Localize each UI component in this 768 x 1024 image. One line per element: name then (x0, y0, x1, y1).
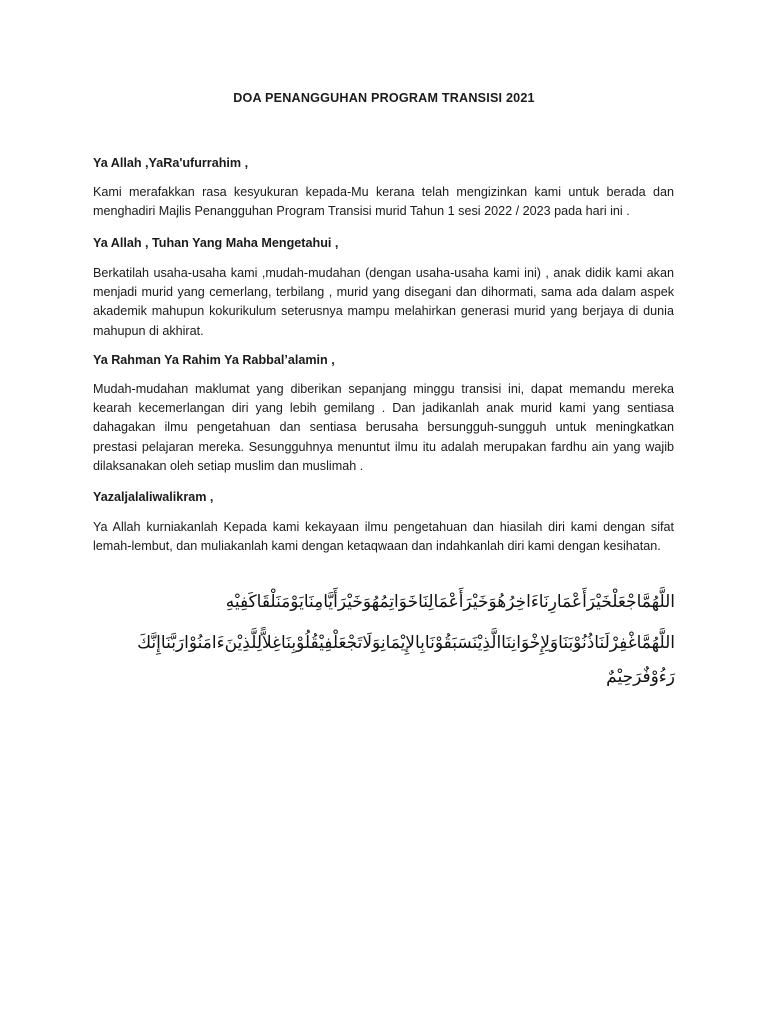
paragraph-mudah-mudahan: Mudah-mudahan maklumat yang diberikan sepanjang minggu transisi ini, dapat memandu mereka kearah kecemerlangan diri yang lebih gemilang . Dan jadikanlah anak murid kami yang sentiasa dahagakan ilmu pengetahuan dan sentiasa berusaha bersungguh-sungguh untuk meningkatkan prestasi pelajaran mereka. Sesungguhnya menuntut ilmu itu adalah merupakan fardhu ain yang wajib dilaksanakan oleh setiap muslim dan muslimah . (93, 382, 674, 473)
heading-ya-allah-yarauf: Ya Allah ,YaRa'ufurrahim , (93, 156, 249, 170)
document-title: DOA PENANGGUHAN PROGRAM TRANSISI 2021 (233, 91, 535, 105)
paragraph-berkatilah: Berkatilah usaha-usaha kami ,mudah-mudahan (dengan usaha-usaha kami ini) , anak didik kami akan menjadi murid yang cemerlang, terbilang , murid yang disegani dan dihormati, sama ada dalam aspek akademik mahupun kokurikulum seterusnya mampu melahirkan generasi murid yang berjaya di dunia mahupun di akhirat. (93, 266, 674, 338)
paragraph-kesyukuran: Kami merafakkan rasa kesyukuran kepada-Mu kerana telah mengizinkan kami untuk berada dan menghadiri Majlis Penangguhan Program Transisi murid Tahun 1 sesi 2022 / 2023 pada hari ini . (93, 185, 674, 219)
arabic-prayer-line-2: اللَّهُمَّاغْفِرْلَنَاذُنُوْبَنَاوَلِإِخْوَانِنَاالَّذِيْنَسَبَقُوْنَابِالإِيْمَانِوَلَاتَجْعَلْفِيْقُلُوْبِنَاغِلاًّلِلَّذِيْنَءَامَنُوْارَبَّنَاإِنَّكَ رَءُوْفٌرَحِيْمٌ (137, 633, 675, 687)
heading-yazaljalali: Yazaljalaliwalikram , (93, 490, 214, 504)
arabic-prayer-line-1: اللَّهُمَّاجْعَلْخَيْرَأَعْمَارِنَاءَاخِرُهُوَخَيْرَأَعْمَالِنَاخَوَاتِمُهُوَخَيْرَأَيَّامِنَايَوْمَنَلْقَاكَفِيْهِ (225, 592, 675, 612)
heading-maha-mengetahui: Ya Allah , Tuhan Yang Maha Mengetahui , (93, 236, 339, 250)
heading-ya-rahman: Ya Rahman Ya Rahim Ya Rabbal’alamin , (93, 353, 335, 367)
paragraph-kurniakanlah: Ya Allah kurniakanlah Kepada kami kekayaan ilmu pengetahuan dan hiasilah diri kami dengan sifat lemah-lembut, dan muliakanlah kami dengan ketaqwaan dan indahkanlah diri kami dengan kesihatan. (93, 520, 674, 554)
